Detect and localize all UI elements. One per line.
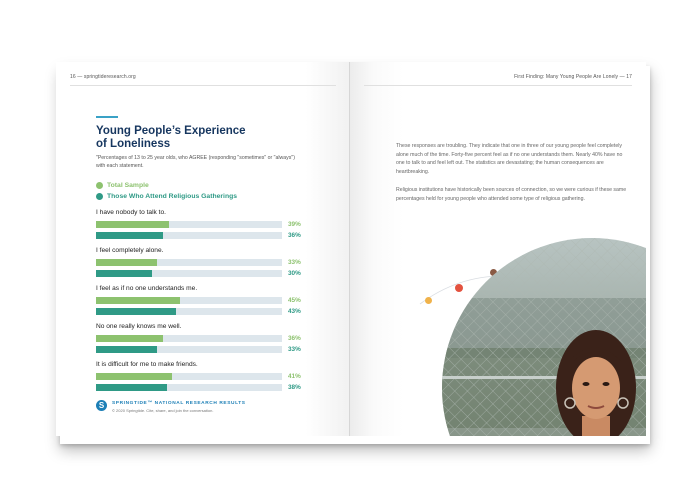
body-paragraph-2: Religious institutions have historically been sources of connection, so we were curious if these same percentages held for young people who attended some type of religious gathering. xyxy=(396,187,627,202)
statement-label: I have nobody to talk to. xyxy=(96,209,167,216)
statement-label: I feel as if no one understands me. xyxy=(96,285,198,292)
title-accent-line xyxy=(96,116,118,118)
bar-value-label: 36% xyxy=(288,334,301,342)
bar-value-label: 30% xyxy=(288,269,301,277)
bar-track xyxy=(96,259,282,266)
chart-title xyxy=(96,125,296,150)
bar-total-sample xyxy=(96,259,157,266)
bar-value-label: 45% xyxy=(288,296,301,304)
right-page xyxy=(350,62,646,436)
bar-religious xyxy=(96,346,157,353)
left-page xyxy=(56,62,350,436)
springtide-logo-letter: S xyxy=(98,401,105,410)
bar-track xyxy=(96,270,282,277)
bar-track xyxy=(96,346,282,353)
bar-value-label: 33% xyxy=(288,345,301,353)
body-paragraph-1: These responses are troubling. They indicate that one in three of our young people feel completely alone much of the time. Forty-five percent feel as if no one understands them. Nearly 40% have no one to talk to and feel left out. The statistics are devastating; the human consequences are heartbreaking. xyxy=(396,143,623,175)
bar-track xyxy=(96,384,282,391)
bar-track xyxy=(96,335,282,342)
legend-item-religious xyxy=(96,193,237,200)
legend-label-total: Total Sample xyxy=(107,182,149,189)
bar-religious xyxy=(96,232,163,239)
bar-value-label: 36% xyxy=(288,231,301,239)
bar-religious xyxy=(96,384,167,391)
bar-track xyxy=(96,373,282,380)
left-header-rule xyxy=(70,85,336,86)
footer-subtitle: © 2020 Springtide. Cite, share, and join the conversation. xyxy=(112,408,214,413)
statement-label: I feel completely alone. xyxy=(96,247,164,254)
legend-item-total xyxy=(96,182,149,189)
chart-subtitle: "Percentages of 13 to 25 year olds, who AGREE (responding "sometimes" or "always") with each statement. xyxy=(96,155,295,169)
bar-total-sample xyxy=(96,335,163,342)
bar-track xyxy=(96,308,282,315)
decor-dot-red xyxy=(455,284,463,292)
bar-religious xyxy=(96,308,176,315)
right-page-header: First Finding: Many Young People Are Lonely — 17 xyxy=(514,74,632,80)
statement-label: It is difficult for me to make friends. xyxy=(96,361,198,368)
bar-value-label: 39% xyxy=(288,220,301,228)
bar-total-sample xyxy=(96,297,180,304)
bar-track xyxy=(96,297,282,304)
bar-track xyxy=(96,221,282,228)
legend-dot-total xyxy=(96,182,103,189)
bar-value-label: 33% xyxy=(288,258,301,266)
bar-track xyxy=(96,232,282,239)
bar-total-sample xyxy=(96,373,172,380)
bar-religious xyxy=(96,270,152,277)
legend-label-religious: Those Who Attend Religious Gatherings xyxy=(107,193,238,200)
legend-dot-religious xyxy=(96,193,103,200)
bar-value-label: 38% xyxy=(288,383,301,391)
statement-label: No one really knows me well. xyxy=(96,323,182,330)
bar-value-label: 43% xyxy=(288,307,301,315)
springtide-logo xyxy=(96,400,107,411)
footer-title: SPRINGTIDE™ NATIONAL RESEARCH RESULTS xyxy=(112,401,246,406)
left-page-header: 16 — springtideresearch.org xyxy=(70,74,136,80)
bar-total-sample xyxy=(96,221,169,228)
decor-dot-orange xyxy=(425,297,432,304)
bar-value-label: 41% xyxy=(288,372,301,380)
chart-title-line2: of Loneliness xyxy=(96,137,171,150)
chart-title-line1: Young People’s Experience xyxy=(96,125,246,137)
